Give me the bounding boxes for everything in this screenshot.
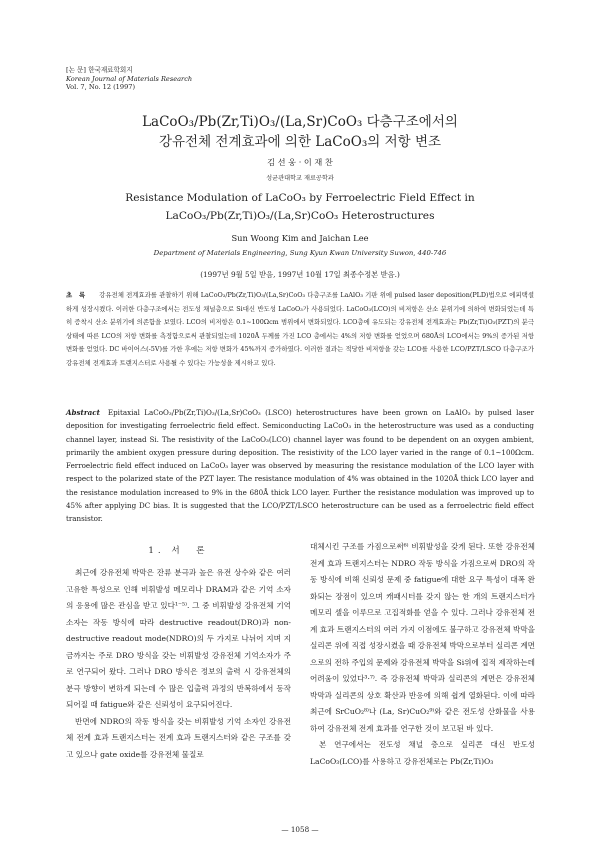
page-number: — 1058 — <box>281 825 319 834</box>
abstract-ko-text: 강유전체 전계효과를 관찰하기 위해 LaCoO₃/Pb(Zr,Ti)O₃/(La,Sr)CoO₃ 다층구조를 LaAlO₃ 기판 위에 pulsed laser deposition(PLD)법으로 에피택셜하게 성장시켰다. 이러한 다층구조에서는 전도성 채널층으로 Si대신 반도성 LaCoO₃가 사용되었다. LaCoO₃(LCO)의 비저항은 산소 분위기에 의하여 변화되었는데 특히 증착시 산소 분위기에 의존함을 보였다. LCO의 비저항은 0.1~100Ωcm 범위에서 변화되었다. LCO층에 유도되는 강유전체 전계효과는 Pb(Zr,Ti)O₃(PZT)의 분극 상태에 따른 LCO의 저항 변화를 측정함으로써 관찰되었는데 1020Å 두께를 가진 LCO 층에서는 4%의 저항 변화를 얻었으며 680Å의 LCO에서는 9%의 증가된 저항 변화를 얻었다. DC 바이어스(-5V)를 가한 후에는 저항 변화가 45%까지 증가하였다. 이러한 결과는 적당한 비저항을 갖는 LCO를 사용한 LCO/PZT/LSCO 다층구조가 강유전체 전계효과 트랜지스터로 사용될 수 있다는 가능성을 제시하고 있다. <box>66 291 534 367</box>
affiliation-ko: 성균관대학교 재료공학과 <box>266 175 334 182</box>
journal-name-en: Korean Journal of Materials Research <box>66 74 193 83</box>
paragraph: 반면에 NDRO의 작동 방식을 갖는 비휘발성 기억 소자인 강유전체 전계 효과 트랜지스터는 전계 효과 트랜지스터와 같은 구조를 갖고 있으나 gate oxide를 강유전체 물질로 <box>66 716 291 759</box>
title-ko-line2: 강유전체 전계효과에 의한 LaCoO₃의 저항 변조 <box>158 134 442 150</box>
section-heading: 1. 서 론 <box>148 546 209 556</box>
paragraph: 대체시킨 구조를 가짐으로써⁶⁾ 비휘발성을 갖게 된다. 또한 강유전체 전계 효과 트랜지스터는 NDRO 작동 방식을 가짐으로써 DRO의 작동 방식에 비해 신뢰성 문제 중 fatigue에 대한 요구 특성이 대폭 완화되는 장점이 있으며 캐패시터를 갖지 않는 한 개의 트랜지스터가 메모리 셀을 이루므로 고집적화를 얻을 수 있다. 그러나 강유전체 전계 효과 트랜지스터의 여러 가지 이점에도 불구하고 강유전체 박막을 실리콘 위에 직접 성장시켰을 때 강유전체 박막으로부터 실리콘 계면으로의 전하 주입의 문제와 강유전체 박막을 Si위에 집적 제작하는데 어려움이 있었다³·⁷⁾. 즉 강유전체 박막과 실리콘의 계면은 강유전체 박막과 실리콘의 상호 확산과 반응에 의해 쉽게 열화된다. 이에 따라 최근에 SrCuO₂⁸⁾나 (La, Sr)CuO₂⁹⁾와 같은 전도성 산화물을 사용하여 강유전체 전계 효과를 연구한 것이 보고된 바 있다. <box>310 542 535 733</box>
body-column-right <box>310 539 535 770</box>
affiliation-en: Department of Materials Engineering, Sung Kyun Kwan University Suwon, 440-746 <box>153 249 447 257</box>
journal-name-ko: [논 문] 한국재료학회지 <box>66 66 133 74</box>
title-ko-line1: LaCoO₃/Pb(Zr,Ti)O₃/(La,Sr)CoO₃ 다층구조에서의 <box>142 114 458 130</box>
body-column-left <box>66 565 291 763</box>
paragraph: 본 연구에서는 전도성 채널 층으로 실리콘 대신 반도성 LaCoO₃(LCO)를 사용하고 강유전체로는 Pb(Zr,Ti)O₃ <box>310 740 535 766</box>
abstract-en-text: Epitaxial LaCoO₃/Pb(Zr,Ti)O₃/(La,Sr)CoO₃ (LSCO) heterostructures have been grown on LaAlO₃ by pulsed laser deposition for investigating ferroelectric field effect. Semiconducting LaCoO₃ in the heterostructure was used as a conducting channel layer, instead Si. The resistivity of the LaCoO₃(LCO) channel layer was found to be dependent on an oxygen ambient, primarily the ambient oxygen pressure during deposition. The resistivity of the LCO layer varied in the range of 0.1~100Ωcm. Ferroelectric field effect induced on LaCoO₃ layer was observed by measuring the resistance modulation of the LCO layer with respect to the polarized state of the PZT layer. The resistance modulation of 4% was obtained in the 1020Å thick LCO layer and the resistance modulation increased to 9% in the 680Å thick LCO layer. Further the resistance modulation was improved up to 45% after applying DC bias. It is suggested that the LCO/PZT/LSCO heterostructure can be used as a ferroelectric field effect transistor. <box>66 408 534 524</box>
received-dates: (1997년 9월 5일 받음, 1997년 10월 17일 최종수정본 받음.) <box>200 270 400 279</box>
abstract-en-label: Abstract <box>66 408 100 417</box>
title-en-line1: Resistance Modulation of LaCoO₃ by Ferroelectric Field Effect in <box>125 192 475 204</box>
abstract-ko <box>66 289 534 371</box>
abstract-ko-label: 초 록 <box>66 291 86 299</box>
abstract-en <box>66 406 534 526</box>
authors-en: Sun Woong Kim and Jaichan Lee <box>231 233 369 243</box>
authors-ko: 김 선 웅 · 이 재 찬 <box>267 157 333 167</box>
journal-volume: Vol. 7, No. 12 (1997) <box>66 83 136 92</box>
journal-header <box>66 66 192 92</box>
paragraph: 최근에 강유전체 박막은 잔류 분극과 높은 유전 상수와 같은 여러 고유한 특성으로 인해 비휘발성 메모리나 DRAM과 같은 기억 소자의 응용에 많은 관심을 받고 있다¹⁻⁵⁾. 그 중 비휘발성 강유전체 기억 소자는 작동 방식에 따라 destructive readout(DRO)과 non-destructive readout mode(NDRO)의 두 가지로 나뉘어 지며 지금까지는 주로 DRO 방식을 갖는 비휘발성 강유전체 기억소자가 주로 연구되어 왔다. 그러나 DRO 방식은 정보의 출력 시 강유전체의 분극 방향이 변하게 되는데 수 많은 입출력 과정의 반복하에서 동작되어질 때 fatigue와 같은 신뢰성이 요구되어진다. <box>66 568 291 709</box>
title-en-line2: LaCoO₃/Pb(Zr,Ti)O₃/(La,Sr)CoO₃ Heterostructures <box>165 210 435 222</box>
